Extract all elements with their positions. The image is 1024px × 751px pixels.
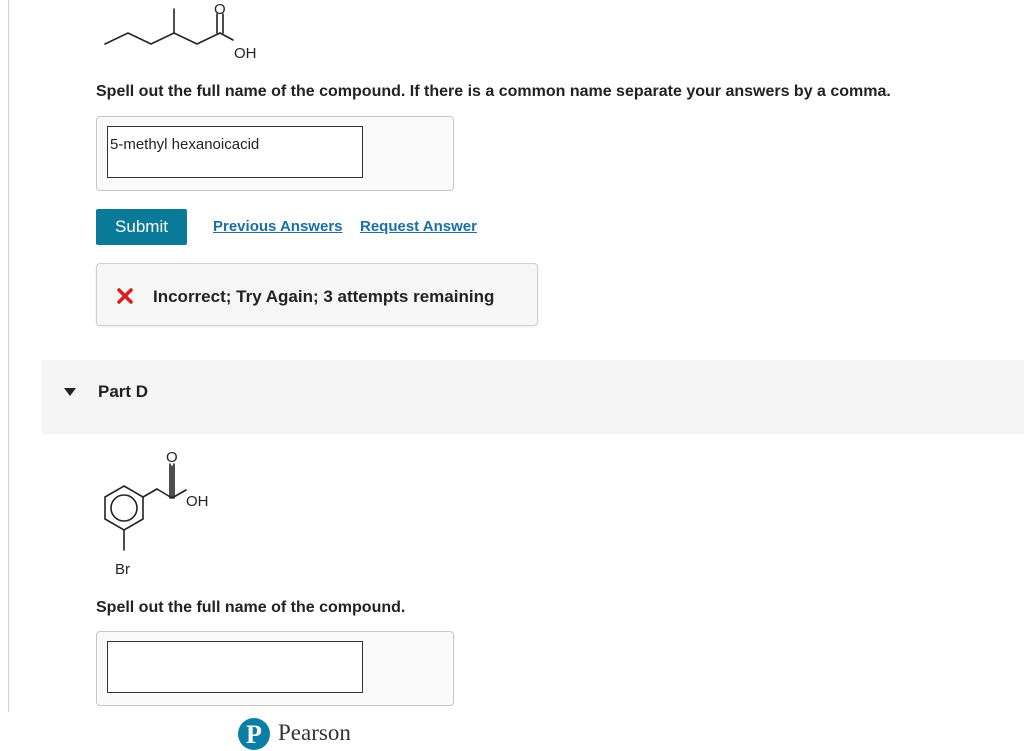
pearson-logo-icon: P [238,718,270,750]
part-title: Part D [98,382,149,401]
x-mark-icon [117,288,133,304]
hydroxyl-label: OH [234,45,257,62]
structure-3-bromophenylacetic-acid [90,442,230,582]
structure-5-methylhexanoic-acid [100,0,280,62]
answer-input[interactable]: 5-methyl hexanoicacid [107,126,363,178]
carbonyl-o-label: O [166,449,178,466]
brand-name: Pearson [278,720,351,745]
submit-button[interactable]: Submit [96,209,187,245]
question-prompt: Spell out the full name of the compound. [96,599,406,616]
request-answer-link[interactable]: Request Answer [360,218,477,235]
part-d-header[interactable] [42,360,1024,434]
carbonyl-o-label: O [214,1,226,18]
feedback-message: Incorrect; Try Again; 3 attempts remaining [153,287,495,306]
previous-answers-link[interactable]: Previous Answers [213,218,343,235]
bromo-label: Br [115,561,130,578]
left-border [8,0,9,712]
caret-down-icon[interactable] [64,388,76,396]
answer-input[interactable] [107,641,363,693]
pearson-logo [238,716,378,750]
hydroxyl-label: OH [186,493,209,510]
answer-panel [96,631,454,706]
answer-panel [96,116,454,191]
question-prompt: Spell out the full name of the compound. If there is a common name separate your answers by a comma. [96,83,891,100]
feedback-panel [96,263,538,326]
